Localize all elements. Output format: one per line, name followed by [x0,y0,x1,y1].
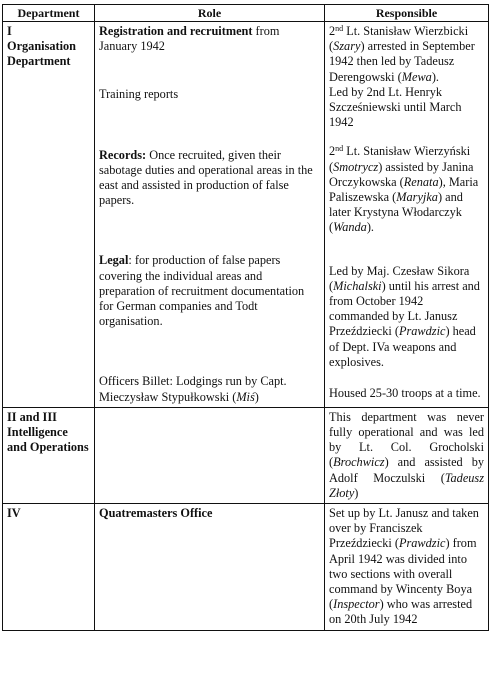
responsible-entry [329,144,484,235]
responsible-text: ). [431,69,439,84]
responsible-text: ) head of Dept. IVa weapons and explosives. [329,324,476,369]
codename-text: Renata [403,174,439,189]
role-entry [99,253,320,329]
responsible-cell [325,407,489,503]
ordinal-suffix: nd [335,24,344,33]
responsible-cell [325,504,489,631]
codename-text: Brochwicz [333,455,385,470]
department-table [2,4,489,631]
codename-text: Maryjka [396,190,438,205]
responsible-cell [325,22,489,408]
role-text: Officers Billet: Lodgings run by Capt. Mieczysław Stypułkowski ( [99,374,287,404]
role-cell [95,407,325,503]
ordinal-suffix: nd [335,144,344,154]
codename-text: Prawdzic [398,324,446,339]
responsible-entry [329,24,484,85]
role-cell [95,22,325,408]
department-number: I [7,24,12,38]
responsible-text: Led by Maj. Czesław Sikora ( [329,263,470,293]
responsible-text: ) [354,485,359,500]
role-text: Once recruited, given their sabotage duties and operational areas in the east and assisted in production of false papers. [99,147,313,208]
table-row [3,407,489,503]
responsible-text: ) and assisted by Adolf Moczulski ( [329,455,484,485]
role-title: Registration and recruitment [99,24,253,38]
responsible-text: This department was never fully operational and was led by Lt. Col. Grocholski ( [329,409,484,470]
responsible-text: ) arrested in September 1942 then led by Tadeusz Derengowski ( [329,39,475,84]
role-entry [99,87,320,102]
department-cell [3,407,95,503]
role-entry [99,148,320,209]
responsible-text: ) who was arrested on 20th July 1942 [329,597,473,627]
responsible-text: Housed 25-30 troops at a time. [329,386,481,401]
codename-text: Michalski [333,278,382,293]
responsible-entry [329,264,484,370]
header-department: Department [3,5,95,22]
responsible-entry [329,386,484,401]
department-number: IV [7,506,21,521]
role-entry [99,374,320,404]
table-row [3,504,489,631]
responsible-text: ). [366,220,374,235]
department-name: Intelligence and Operations [7,425,89,455]
codename-text: Mewa [401,69,432,84]
responsible-text: ) from April 1942 was divided into two sections with overall command by Wincenty Boya ( [329,536,477,612]
responsible-text: Lt. Stanisław Wierzyński ( [329,144,471,174]
header-row [3,5,489,22]
codename-text: Tadeusz Złoty [329,470,484,500]
responsible-text: ) assisted by Janina Orczykowska ( [329,159,474,189]
department-cell [3,504,95,631]
role-cell [95,504,325,631]
table-row [3,22,489,408]
codename-text: Smotrycz [333,159,379,174]
role-title: Quatremasters Office [99,506,213,521]
role-text: ) [254,389,259,404]
responsible-text: Led by 2nd Lt. Henryk Szcześniewski until March 1942 [329,84,462,130]
role-text: from January 1942 [99,24,280,54]
header-responsible: Responsible [325,5,489,22]
role-italic: Miś [236,389,255,404]
role-title: Legal [99,253,129,268]
responsible-text: Lt. Stanisław Wierzbicki ( [329,24,469,54]
codename-text: Inspector [333,597,380,612]
responsible-entry [329,506,484,628]
responsible-text: ) and later Krystyna Włodarczyk ( [329,190,463,235]
role-entry [99,24,320,54]
responsible-text: Set up by Lt. Janusz and taken over by Franciszek Przeździecki ( [329,506,479,551]
codename-text: Wanda [333,220,367,235]
responsible-text: 2 [329,144,336,159]
codename-text: Prawdzic [398,536,446,551]
role-text: : for production of false papers covering the individual areas and preparation of recruitment documentation for German companies and Todt organisation. [99,253,305,329]
role-text: Training reports [99,87,179,102]
department-name: Organisation Department [7,39,77,69]
responsible-text: 2 [329,24,336,38]
department-cell [3,22,95,408]
department-number: II and III [7,409,57,424]
header-role: Role [95,5,325,22]
responsible-entry [329,410,484,501]
responsible-text: ), Maria Paliszewska ( [329,174,479,205]
codename-text: Szary [333,39,361,54]
responsible-entry [329,85,484,131]
role-title: Records: [99,147,147,162]
responsible-text: ) until his arrest and from October 1942 commanded by Lt. Janusz Przeździecki ( [329,278,480,339]
